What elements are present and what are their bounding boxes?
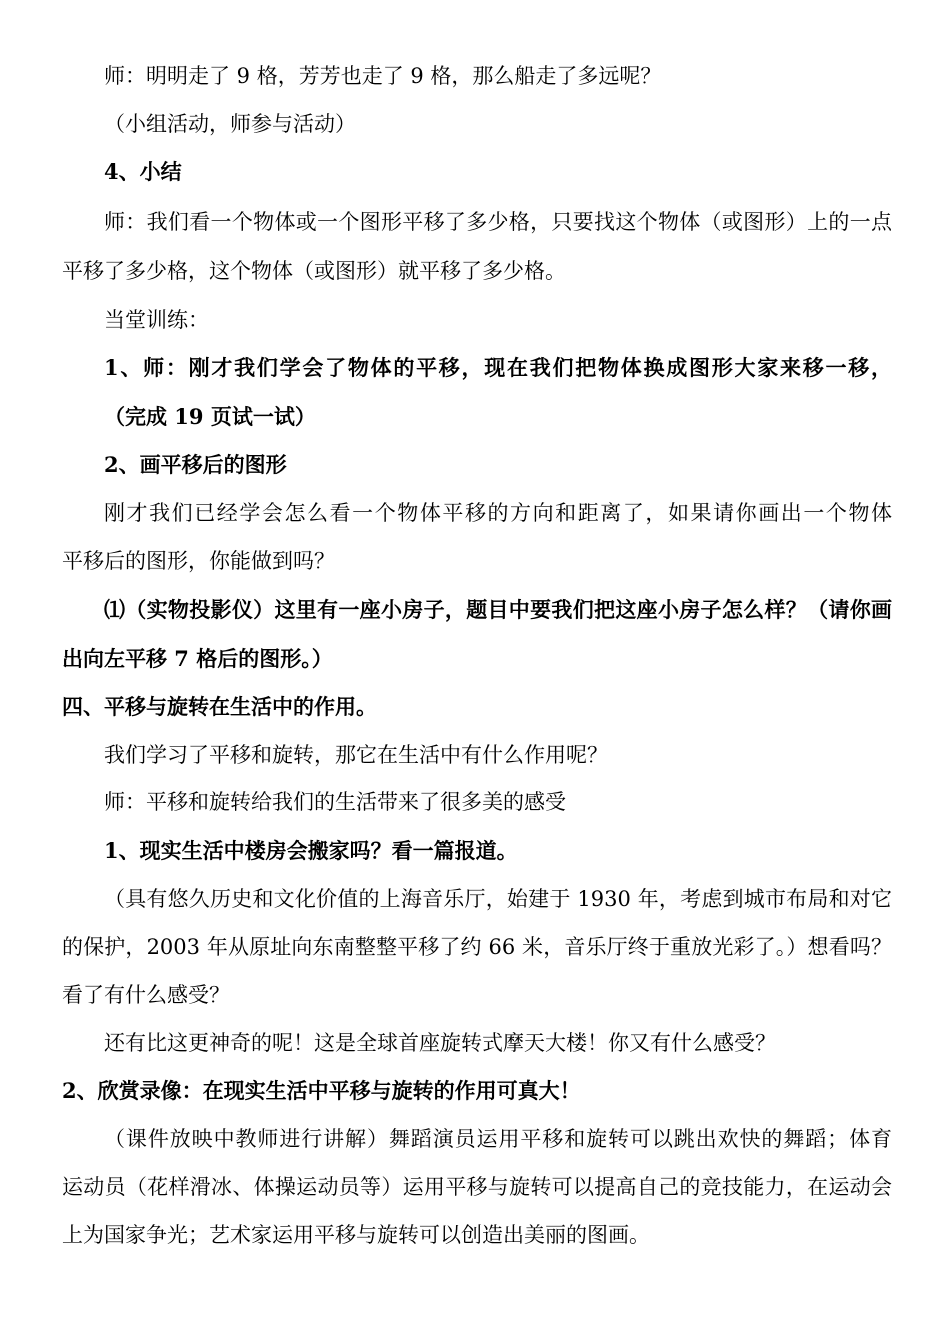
paragraph-rotating-tower: 还有比这更神奇的呢！这是全球首座旋转式摩天大楼！你又有什么感受？ bbox=[104, 1031, 776, 1055]
practice-item-1-line-2: （完成 19 页试一试） bbox=[104, 404, 316, 429]
paragraph-draw-line-2: 平移后的图形，你能做到吗？ bbox=[62, 549, 335, 573]
paragraph-house-line-2: 出向左平移 7 格后的图形。） bbox=[62, 646, 333, 671]
paragraph-house-line-1: ⑴（实物投影仪）这里有一座小房子，题目中要我们把这座小房子怎么样？（请你画 bbox=[104, 597, 892, 622]
paragraph-video-line-1: （课件放映中教师进行讲解）舞蹈演员运用平移和旋转可以跳出欢快的舞蹈；体育 bbox=[104, 1127, 892, 1151]
practice-item-1-line-1: 1、师：刚才我们学会了物体的平移，现在我们把物体换成图形大家来移一移， bbox=[104, 355, 892, 380]
heading-draw-translated-figure: 2、画平移后的图形 bbox=[104, 452, 287, 477]
paragraph-video-line-2: 运动员（花样滑冰、体操运动员等）运用平移与旋转可以提高自己的竞技能力，在运动会 bbox=[62, 1175, 892, 1199]
heading-practice: 当堂训练： bbox=[104, 308, 209, 332]
paragraph-summary-line-2: 平移了多少格，这个物体（或图形）就平移了多少格。 bbox=[62, 259, 566, 283]
paragraph-teacher-beauty: 师：平移和旋转给我们的生活带来了很多美的感受 bbox=[104, 790, 566, 814]
paragraph-group-activity: （小组活动，师参与活动） bbox=[104, 112, 356, 136]
paragraph-report-line-3: 看了有什么感受？ bbox=[62, 983, 230, 1007]
heading-building-move: 1、现实生活中楼房会搬家吗？看一篇报道。 bbox=[104, 838, 518, 863]
paragraph-report-line-2: 的保护，2003 年从原址向东南整整平移了约 66 米，音乐厅终于重放光彩了。）想看吗？ bbox=[62, 935, 892, 959]
section-heading-four: 四、平移与旋转在生活中的作用。 bbox=[62, 694, 377, 719]
heading-summary: 4、小结 bbox=[104, 159, 182, 184]
heading-video-appreciation: 2、欣赏录像：在现实生活中平移与旋转的作用可真大！ bbox=[62, 1078, 581, 1103]
paragraph-video-line-3: 上为国家争光；艺术家运用平移与旋转可以创造出美丽的图画。 bbox=[62, 1223, 650, 1247]
paragraph-draw-line-1: 刚才我们已经学会怎么看一个物体平移的方向和距离了，如果请你画出一个物体 bbox=[104, 501, 892, 525]
paragraph-teacher-question-distance: 师：明明走了 9 格，芳芳也走了 9 格，那么船走了多远呢？ bbox=[104, 64, 662, 88]
paragraph-life-role: 我们学习了平移和旋转，那它在生活中有什么作用呢？ bbox=[104, 743, 608, 767]
paragraph-summary-line-1: 师：我们看一个物体或一个图形平移了多少格，只要找这个物体（或图形）上的一点 bbox=[104, 210, 892, 234]
paragraph-report-line-1: （具有悠久历史和文化价值的上海音乐厅，始建于 1930 年，考虑到城市布局和对它 bbox=[104, 887, 892, 911]
